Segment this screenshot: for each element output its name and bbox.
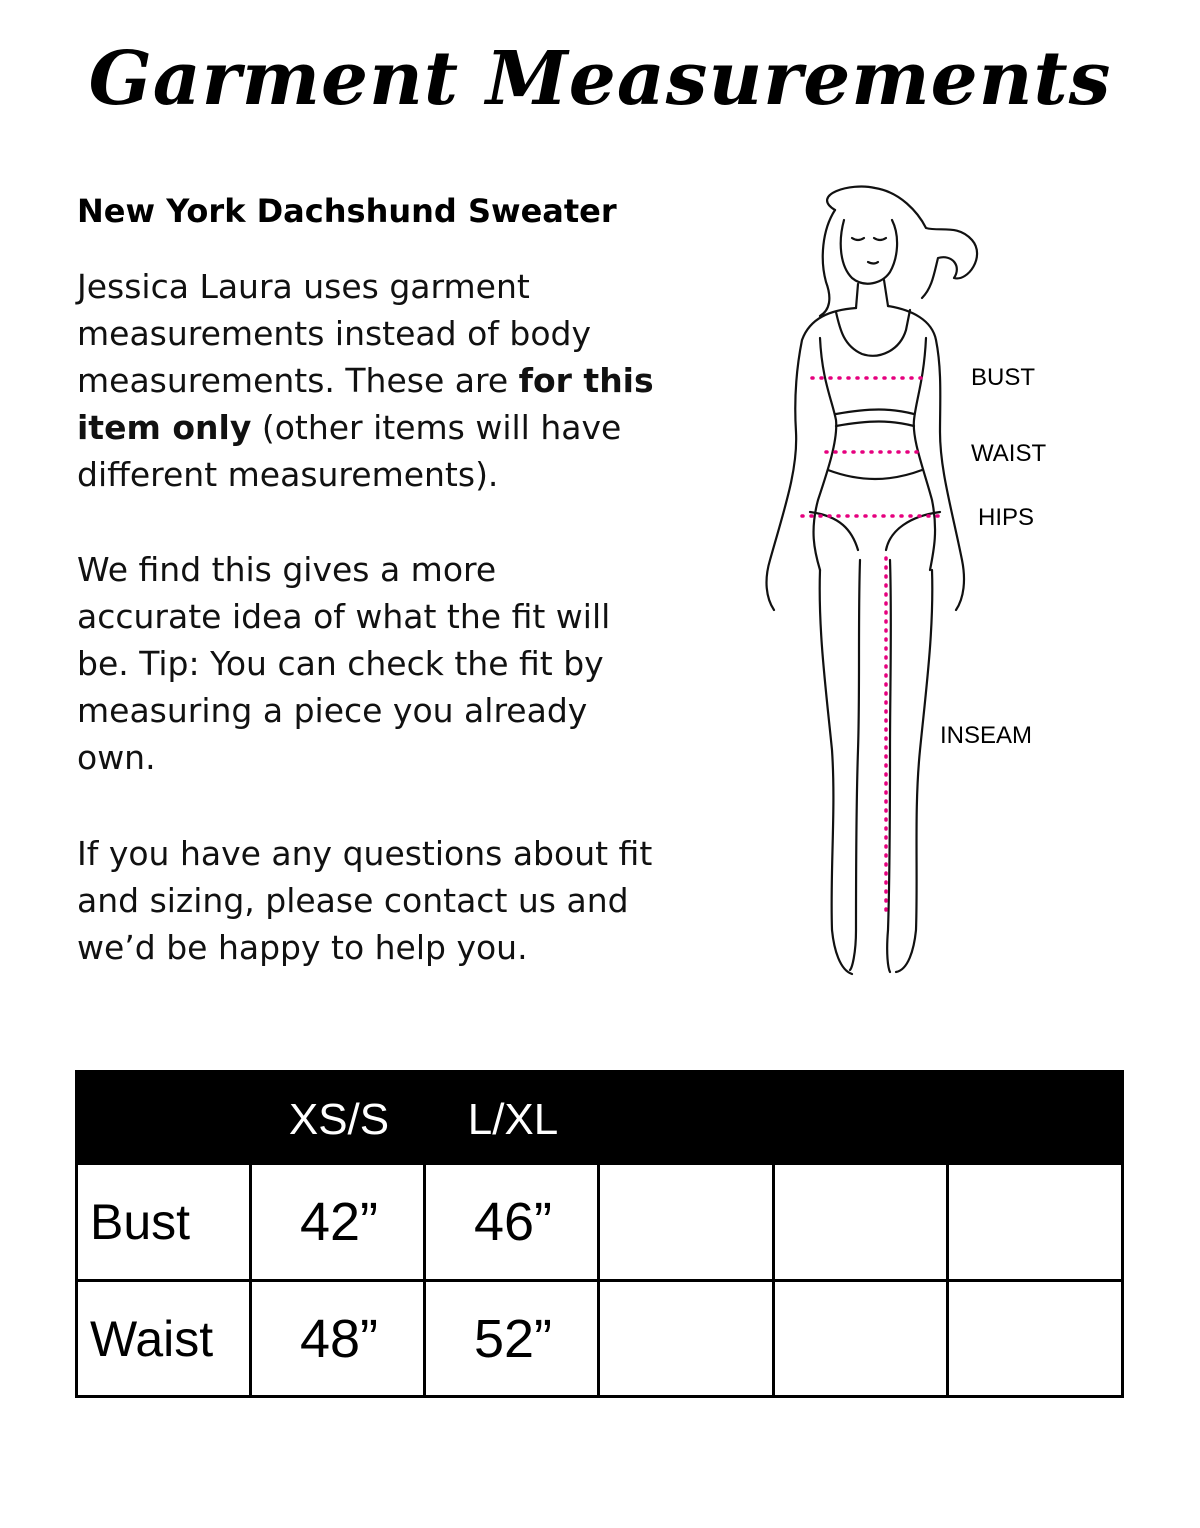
contact-paragraph: If you have any questions about fit and sizing, please contact us and we’d be happy to help you.	[77, 834, 653, 967]
label-hips: HIPS	[978, 504, 1035, 531]
header-size-l-xl: L/XL	[467, 1095, 559, 1144]
row-label-waist: Waist	[90, 1311, 214, 1367]
table-cell	[772, 1282, 949, 1396]
table-cell	[597, 1165, 774, 1279]
size-table	[75, 1070, 1124, 1398]
page-title: Garment Measurements	[88, 36, 1112, 122]
table-cell: 52”	[423, 1282, 600, 1396]
header-size-xs-s: XS/S	[288, 1095, 390, 1144]
label-bust: BUST	[971, 364, 1036, 391]
table-header-row	[78, 1073, 1121, 1165]
row-label-bust: Bust	[90, 1194, 191, 1250]
table-cell	[946, 1165, 1121, 1279]
intro-bold-text: for this item only	[77, 361, 654, 447]
intro-paragraph	[77, 263, 717, 498]
table-cell: 42”	[249, 1165, 426, 1279]
label-inseam: INSEAM	[940, 722, 1033, 749]
product-name: New York Dachshund Sweater	[77, 192, 617, 230]
intro-text-1: Jessica Laura uses garment measurements instead of body measurements. These are	[77, 267, 591, 400]
table-cell: 46”	[423, 1165, 600, 1279]
intro-text-2: (other items will have different measurements).	[77, 408, 622, 494]
table-cell	[597, 1282, 774, 1396]
label-waist: WAIST	[971, 440, 1047, 467]
table-cell	[946, 1282, 1121, 1396]
woman-figure-icon	[740, 170, 1070, 990]
tip-paragraph: We find this gives a more accurate idea of what the fit will be. Tip: You can check the fit by measuring a piece you already own.	[77, 550, 611, 777]
table-cell: 48”	[249, 1282, 426, 1396]
table-row	[78, 1279, 1121, 1396]
table-cell	[772, 1165, 949, 1279]
body-figure-illustration	[740, 170, 1070, 990]
table-row	[78, 1162, 1121, 1279]
